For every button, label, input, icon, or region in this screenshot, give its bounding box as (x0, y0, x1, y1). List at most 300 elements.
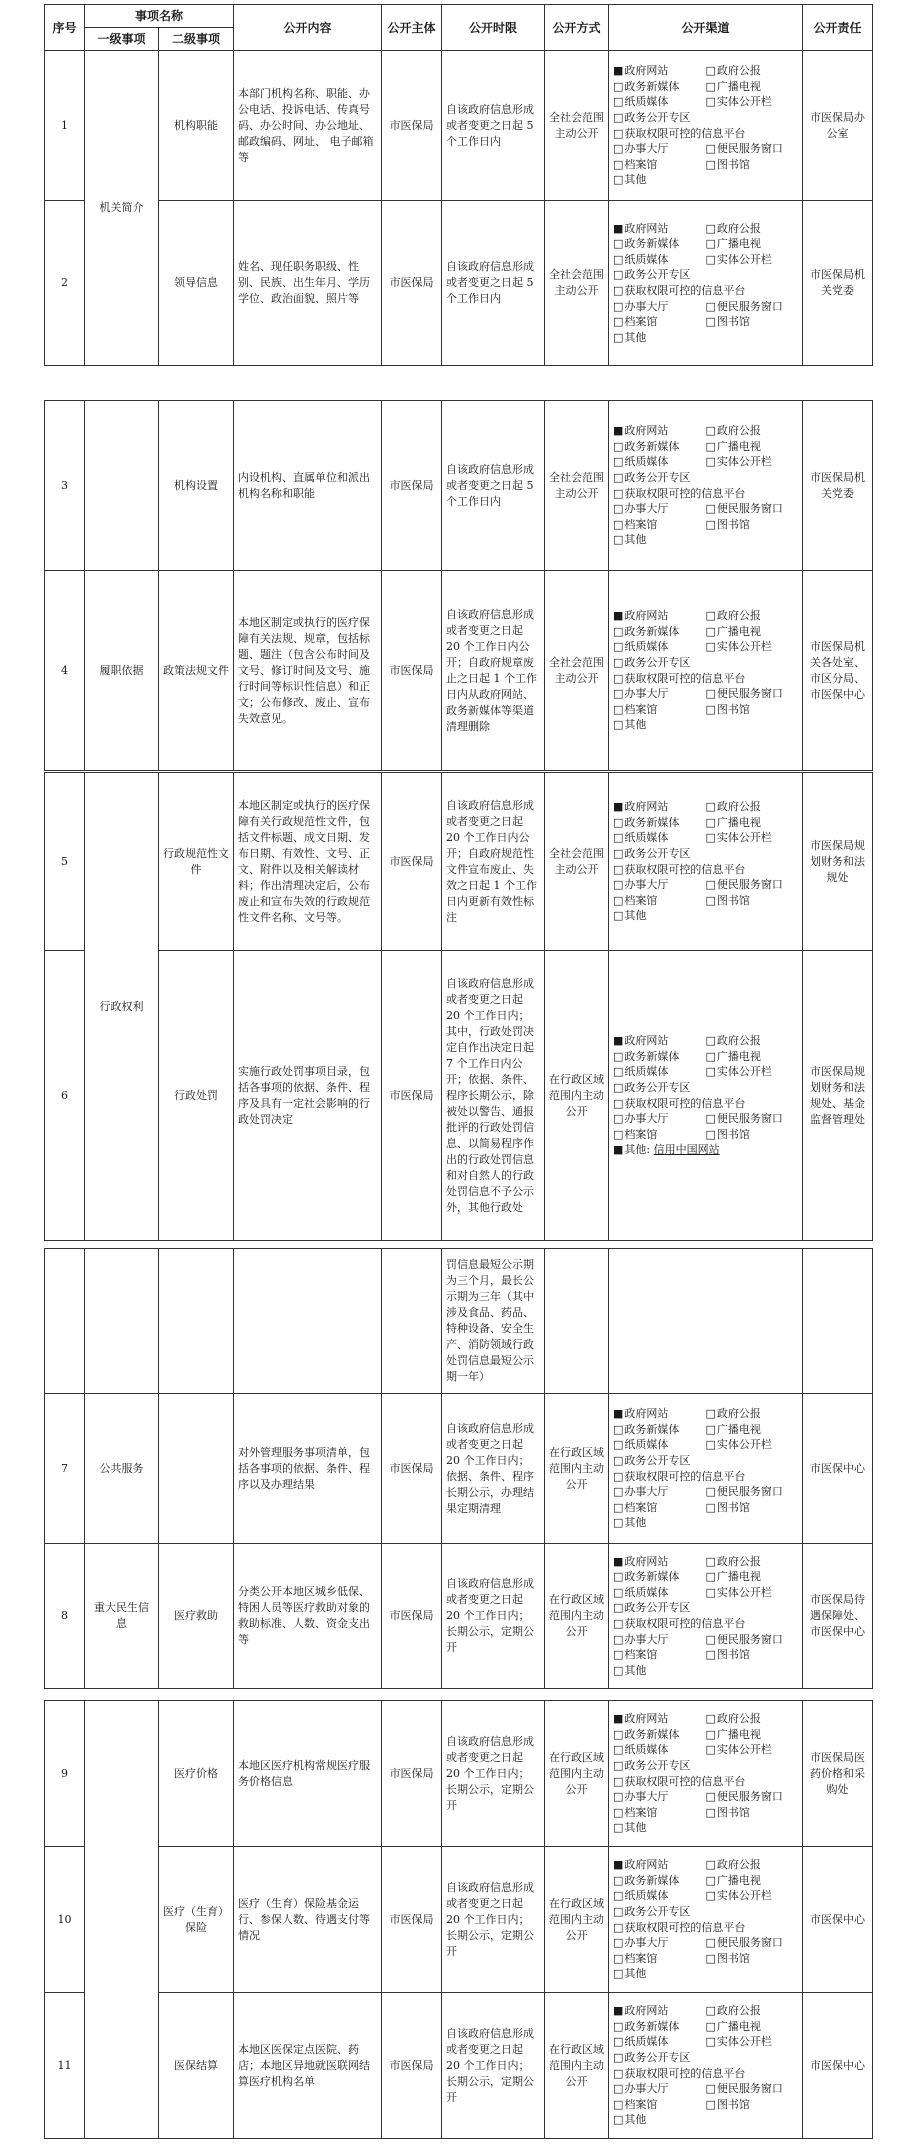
unchecked-box-icon: □ (705, 893, 716, 907)
channel-item: □获取权限可控的信息平台 (613, 671, 746, 685)
channel-item: □政府公报 (705, 1712, 761, 1726)
channel-item: □办事大厅 (613, 1112, 669, 1126)
unchecked-box-icon: □ (613, 893, 624, 907)
channel-item: □其他 (613, 1663, 647, 1677)
channel-item: □图书馆 (705, 517, 750, 531)
cell-time-limit: 自该政府信息形成或者变更之日起 5 个工作日内 (442, 51, 545, 201)
channel-item: □政务公开专区 (613, 1601, 691, 1615)
cell-subject: 市医保局 (382, 1544, 442, 1689)
unchecked-box-icon: □ (613, 671, 624, 685)
channel-item: □广播电视 (705, 2019, 761, 2033)
cell-subject: 市医保局 (382, 773, 442, 951)
cell-method: 在行政区域范围内主动公开 (545, 951, 609, 1241)
channel-item: □政府公报 (705, 221, 761, 235)
credit-china-link[interactable]: 信用中国网站 (653, 1143, 720, 1157)
cell-content: 本地区制定或执行的医疗保障有关行政规范性文件，包括文件标题、成文日期、发布日期、有效性、文号、正文、附件以及相关解读材料；作出清理决定后，公布废止和宣布失效的行政规范性文件名称、文号等。 (234, 773, 382, 951)
unchecked-box-icon: □ (613, 1453, 624, 1467)
unchecked-box-icon: □ (613, 1967, 624, 1981)
unchecked-box-icon: □ (705, 1727, 716, 1741)
cell-responsibility: 市医保局医药价格和采购处 (803, 1701, 873, 1847)
checked-box-icon: ■ (613, 800, 624, 814)
cell-level2: 行政规范性文件 (159, 773, 234, 951)
table-row (45, 1394, 873, 1544)
channel-item: □实体公开栏 (705, 831, 772, 845)
channel-item: □实体公开栏 (705, 2035, 772, 2049)
unchecked-box-icon: □ (613, 640, 624, 654)
cell-subject: 市医保局 (382, 201, 442, 366)
channel-item: □便民服务窗口 (705, 1485, 783, 1499)
unchecked-box-icon: □ (705, 1889, 716, 1903)
unchecked-box-icon: □ (613, 95, 624, 109)
cell-seq: 5 (45, 773, 85, 951)
unchecked-box-icon: □ (705, 1570, 716, 1584)
channel-item: □档案馆 (613, 1648, 658, 1662)
cell-method: 全社会范围主动公开 (545, 773, 609, 951)
unchecked-box-icon: □ (705, 1127, 716, 1141)
cell-subject: 市医保局 (382, 401, 442, 571)
cell-time-limit: 自该政府信息形成或者变更之日起 20 个工作日内；长期公示，定期公开 (442, 1544, 545, 1689)
channel-item: □便民服务窗口 (705, 1112, 783, 1126)
cell-responsibility: 市医保局待遇保障处、市医保中心 (803, 1544, 873, 1689)
cell-subject: 市医保局 (382, 1847, 442, 1993)
cell-level2: 医疗救助 (159, 1544, 234, 1689)
channel-item: □政府公报 (705, 1407, 761, 1421)
cell-method: 在行政区域范围内主动公开 (545, 1847, 609, 1993)
channel-item: □政务公开专区 (613, 2050, 691, 2064)
channel-item: □政府公报 (705, 2004, 761, 2018)
channel-item: ■政府网站 (613, 1034, 669, 1048)
table-row (45, 951, 873, 1241)
unchecked-box-icon: □ (705, 624, 716, 638)
channel-item: ■政府网站 (613, 1858, 669, 1872)
cell-channels (609, 51, 803, 201)
cell-method: 在行政区域范围内主动公开 (545, 1701, 609, 1847)
unchecked-box-icon: □ (613, 2066, 624, 2080)
unchecked-box-icon: □ (705, 1407, 716, 1421)
unchecked-box-icon: □ (705, 2035, 716, 2049)
channel-item: □办事大厅 (613, 502, 669, 516)
unchecked-box-icon: □ (613, 1663, 624, 1677)
checked-box-icon: ■ (613, 221, 624, 235)
channel-item: □其他 (613, 909, 647, 923)
cell-channels (609, 1544, 803, 1689)
unchecked-box-icon: □ (705, 315, 716, 329)
cell-responsibility: 市医保局办公室 (803, 51, 873, 201)
channel-item: □便民服务窗口 (705, 1632, 783, 1646)
table-row (45, 201, 873, 366)
channel-item: □图书馆 (705, 702, 750, 716)
channel-item: □实体公开栏 (705, 252, 772, 266)
channel-item: □获取权限可控的信息平台 (613, 486, 746, 500)
cell-channels (609, 773, 803, 951)
channel-item: □图书馆 (705, 157, 750, 171)
cell-seq: 9 (45, 1701, 85, 1847)
unchecked-box-icon: □ (705, 1712, 716, 1726)
channel-item: □广播电视 (705, 237, 761, 251)
cell-method: 在行政区域范围内主动公开 (545, 1544, 609, 1689)
unchecked-box-icon: □ (613, 315, 624, 329)
unchecked-box-icon: □ (705, 157, 716, 171)
cell-time-limit: 自该政府信息形成或者变更之日起 20 个工作日内；依据、条件、程序长期公示，办理结果定期清理 (442, 1394, 545, 1544)
unchecked-box-icon: □ (705, 609, 716, 623)
unchecked-box-icon: □ (705, 1632, 716, 1646)
cell-time-limit: 自该政府信息形成或者变更之日起 20 个工作日内公开；自政府规章废止之日起 1 个工作日内从政府网站、政务新媒体等渠道清理删除 (442, 571, 545, 771)
unchecked-box-icon: □ (705, 815, 716, 829)
unchecked-box-icon: □ (613, 157, 624, 171)
unchecked-box-icon: □ (705, 517, 716, 531)
header-item-name: 事项名称 (85, 5, 234, 28)
channel-item: □办事大厅 (613, 878, 669, 892)
channel-item: □纸质媒体 (613, 2035, 669, 2049)
channel-item: □办事大厅 (613, 1632, 669, 1646)
channel-item: □实体公开栏 (705, 1585, 772, 1599)
channel-item: □政务公开专区 (613, 1904, 691, 1918)
checked-box-icon: ■ (613, 1858, 624, 1872)
cell-content: 本地区医保定点医院、药店；本地区异地就医联网结算医疗机构名单 (234, 1993, 382, 2139)
checked-box-icon: ■ (613, 64, 624, 78)
cell-level2: 机构职能 (159, 51, 234, 201)
unchecked-box-icon: □ (613, 1617, 624, 1630)
channel-item: □实体公开栏 (705, 1889, 772, 1903)
cell-responsibility: 市医保局机关各处室、市区分局、市医保中心 (803, 571, 873, 771)
channel-item: □纸质媒体 (613, 1743, 669, 1757)
unchecked-box-icon: □ (613, 1570, 624, 1584)
channel-list (613, 221, 798, 346)
disclosure-table (44, 1248, 873, 1689)
unchecked-box-icon: □ (705, 1873, 716, 1887)
channel-item: □政务新媒体 (613, 2019, 680, 2033)
unchecked-box-icon: □ (613, 815, 624, 829)
unchecked-box-icon: □ (613, 1438, 624, 1452)
cell-responsibility: 市医保局机关党委 (803, 401, 873, 571)
unchecked-box-icon: □ (613, 1648, 624, 1662)
unchecked-box-icon: □ (705, 95, 716, 109)
unchecked-box-icon: □ (613, 1873, 624, 1887)
channel-item: □政务公开专区 (613, 110, 691, 124)
cell-responsibility: 市医保中心 (803, 1993, 873, 2139)
cell-level2: 政策法规文件 (159, 571, 234, 771)
unchecked-box-icon: □ (613, 2082, 624, 2096)
header-seq: 序号 (45, 5, 85, 51)
cell-seq: 6 (45, 951, 85, 1241)
channel-item: □便民服务窗口 (705, 878, 783, 892)
cell-seq: 8 (45, 1544, 85, 1689)
channel-item: □档案馆 (613, 702, 658, 716)
channel-item: □纸质媒体 (613, 640, 669, 654)
channel-item: □其他 (613, 2113, 647, 2127)
channel-item: □档案馆 (613, 2097, 658, 2111)
cell-seq: 7 (45, 1394, 85, 1544)
unchecked-box-icon: □ (613, 1127, 624, 1141)
cell-seq: 11 (45, 1993, 85, 2139)
channel-list (613, 2003, 798, 2128)
unchecked-box-icon: □ (613, 439, 624, 453)
channel-item: □广播电视 (705, 1873, 761, 1887)
unchecked-box-icon: □ (705, 424, 716, 438)
channel-item: □政务新媒体 (613, 1570, 680, 1584)
unchecked-box-icon: □ (705, 1805, 716, 1819)
channel-item: ■政府网站 (613, 1712, 669, 1726)
checked-box-icon: ■ (613, 2004, 624, 2018)
cell-seq: 10 (45, 1847, 85, 1993)
channel-item: □获取权限可控的信息平台 (613, 2066, 746, 2080)
unchecked-box-icon: □ (705, 1743, 716, 1757)
cell-seq: 1 (45, 51, 85, 201)
table-row (45, 773, 873, 951)
cell-level1 (85, 1701, 159, 2139)
channel-item: □其他 (613, 718, 647, 732)
disclosure-table (44, 400, 873, 771)
channel-item: □图书馆 (705, 1127, 750, 1141)
channel-item: □政务公开专区 (613, 1080, 691, 1094)
channel-item: □政务公开专区 (613, 1758, 691, 1772)
cell-content: 医疗（生育）保险基金运行、参保人数、待遇支付等情况 (234, 1847, 382, 1993)
unchecked-box-icon: □ (613, 110, 624, 124)
unchecked-box-icon: □ (705, 1585, 716, 1599)
unchecked-box-icon: □ (705, 299, 716, 313)
channel-item: □其他 (613, 1516, 647, 1530)
cell-method: 全社会范围主动公开 (545, 201, 609, 366)
cell-responsibility: 市医保局机关党委 (803, 201, 873, 366)
unchecked-box-icon: □ (613, 1743, 624, 1757)
unchecked-box-icon: □ (613, 1821, 624, 1835)
channel-item: □其他 (613, 173, 647, 187)
channel-item: □纸质媒体 (613, 252, 669, 266)
unchecked-box-icon: □ (705, 64, 716, 78)
cell-subject: 市医保局 (382, 951, 442, 1241)
channel-item: □实体公开栏 (705, 1743, 772, 1757)
channel-item: ■政府网站 (613, 2004, 669, 2018)
channel-item: □图书馆 (705, 1951, 750, 1965)
unchecked-box-icon: □ (705, 1648, 716, 1662)
disclosure-table (44, 772, 873, 1241)
channel-item: ■政府网站 (613, 609, 669, 623)
unchecked-box-icon: □ (705, 878, 716, 892)
unchecked-box-icon: □ (705, 831, 716, 845)
unchecked-box-icon: □ (613, 1422, 624, 1436)
unchecked-box-icon: □ (613, 1485, 624, 1499)
channel-item: □实体公开栏 (705, 1065, 772, 1079)
channel-item: ■政府网站 (613, 221, 669, 235)
unchecked-box-icon: □ (613, 1601, 624, 1615)
cell-responsibility: 市医保中心 (803, 1847, 873, 1993)
channel-item: □政务公开专区 (613, 470, 691, 484)
cell-level1 (85, 401, 159, 571)
channel-list (613, 799, 798, 924)
channel-item: □便民服务窗口 (705, 142, 783, 156)
channel-item: □档案馆 (613, 1951, 658, 1965)
checked-box-icon: ■ (613, 1407, 624, 1421)
channel-item: □政府公报 (705, 609, 761, 623)
unchecked-box-icon: □ (613, 237, 624, 251)
channel-item: ■其他: 信用中国网站 (613, 1143, 720, 1157)
unchecked-box-icon: □ (613, 624, 624, 638)
channel-item: □档案馆 (613, 517, 658, 531)
channel-item: □政府公报 (705, 64, 761, 78)
unchecked-box-icon: □ (613, 687, 624, 701)
channel-item: □便民服务窗口 (705, 1790, 783, 1804)
cell-subject: 市医保局 (382, 1701, 442, 1847)
unchecked-box-icon: □ (705, 252, 716, 266)
channel-item: □政务新媒体 (613, 79, 680, 93)
channel-item: □办事大厅 (613, 2082, 669, 2096)
channel-item: □纸质媒体 (613, 831, 669, 845)
cell-level2 (159, 1394, 234, 1544)
channel-item: □政府公报 (705, 1554, 761, 1568)
channel-list (613, 608, 798, 733)
channel-list (613, 1857, 798, 1982)
unchecked-box-icon: □ (705, 1485, 716, 1499)
disclosure-table (44, 4, 873, 366)
header-content: 公开内容 (234, 5, 382, 51)
channel-item: □政务公开专区 (613, 846, 691, 860)
unchecked-box-icon: □ (705, 1936, 716, 1950)
cell-channels (609, 1701, 803, 1847)
cell-responsibility: 市医保局规划财务和法规处 (803, 773, 873, 951)
channel-item: □便民服务窗口 (705, 299, 783, 313)
unchecked-box-icon: □ (613, 1112, 624, 1126)
cell-method: 全社会范围主动公开 (545, 571, 609, 771)
channel-item: □广播电视 (705, 1422, 761, 1436)
channel-item: □实体公开栏 (705, 455, 772, 469)
unchecked-box-icon: □ (613, 2113, 624, 2127)
channel-item: □政务新媒体 (613, 1049, 680, 1063)
table-section-5 (44, 1700, 872, 2139)
channel-item: □广播电视 (705, 439, 761, 453)
channel-item: □图书馆 (705, 1648, 750, 1662)
channel-item: □纸质媒体 (613, 1585, 669, 1599)
channel-item: □图书馆 (705, 1500, 750, 1514)
channel-list (613, 1554, 798, 1679)
unchecked-box-icon: □ (705, 1034, 716, 1048)
channel-item: □纸质媒体 (613, 1889, 669, 1903)
cell-time-limit: 自该政府信息形成或者变更之日起 20 个工作日内；其中，行政处罚决定自作出决定日起 7 个工作日内公开；依据、条件、程序长期公示，除被处以警告、通报批评的行政处罚信息、以简易程序作出的行政处罚信息和对自然人的行政处罚信息不予公示外，其他行政处 (442, 951, 545, 1241)
unchecked-box-icon: □ (613, 1727, 624, 1741)
cell-responsibility: 市医保中心 (803, 1394, 873, 1544)
table-row (45, 571, 873, 771)
cell-level1: 机关简介 (85, 51, 159, 366)
cell-seq: 4 (45, 571, 85, 771)
channel-item: □政务新媒体 (613, 815, 680, 829)
unchecked-box-icon: □ (705, 1554, 716, 1568)
channel-item: □其他 (613, 1821, 647, 1835)
header-channel: 公开渠道 (609, 5, 803, 51)
unchecked-box-icon: □ (613, 1469, 624, 1483)
channel-item: □档案馆 (613, 1805, 658, 1819)
unchecked-box-icon: □ (613, 533, 624, 547)
checked-box-icon: ■ (613, 1143, 624, 1157)
unchecked-box-icon: □ (613, 470, 624, 484)
channel-item: □档案馆 (613, 315, 658, 329)
table-row (45, 401, 873, 571)
channel-item: □办事大厅 (613, 1485, 669, 1499)
cell-time-limit: 自该政府信息形成或者变更之日起 5 个工作日内 (442, 401, 545, 571)
unchecked-box-icon: □ (705, 2004, 716, 2018)
unchecked-box-icon: □ (705, 1438, 716, 1452)
channel-item: □政务公开专区 (613, 268, 691, 282)
unchecked-box-icon: □ (705, 221, 716, 235)
table-row (45, 1701, 873, 1847)
channel-item: □获取权限可控的信息平台 (613, 1774, 746, 1788)
channel-item: ■政府网站 (613, 1554, 669, 1568)
channel-item: □图书馆 (705, 893, 750, 907)
unchecked-box-icon: □ (613, 1805, 624, 1819)
unchecked-box-icon: □ (613, 1065, 624, 1079)
cell-content: 内设机构、直属单位和派出机构名称和职能 (234, 401, 382, 571)
channel-item: □其他 (613, 533, 647, 547)
table-row (45, 51, 873, 201)
channel-item: □纸质媒体 (613, 1438, 669, 1452)
channel-item: □便民服务窗口 (705, 2082, 783, 2096)
cell-method: 在行政区域范围内主动公开 (545, 1394, 609, 1544)
unchecked-box-icon: □ (705, 687, 716, 701)
header-level2: 二级事项 (159, 28, 234, 51)
channel-item: □档案馆 (613, 1500, 658, 1514)
channel-item: □获取权限可控的信息平台 (613, 1920, 746, 1934)
channel-item: □广播电视 (705, 1570, 761, 1584)
unchecked-box-icon: □ (613, 702, 624, 716)
checked-box-icon: ■ (613, 1712, 624, 1726)
cell-time-limit: 自该政府信息形成或者变更之日起 20 个工作日内；长期公示，定期公开 (442, 1847, 545, 1993)
unchecked-box-icon: □ (705, 455, 716, 469)
channel-item: □广播电视 (705, 815, 761, 829)
cell-content: 对外管理服务事项清单，包括各事项的依据、条件、程序以及办理结果 (234, 1394, 382, 1544)
unchecked-box-icon: □ (705, 2082, 716, 2096)
channel-list (613, 1406, 798, 1531)
unchecked-box-icon: □ (705, 1422, 716, 1436)
channel-item: ■政府网站 (613, 424, 669, 438)
channel-item: □其他 (613, 1967, 647, 1981)
cell-method: 全社会范围主动公开 (545, 401, 609, 571)
unchecked-box-icon: □ (705, 2097, 716, 2111)
channel-item: □办事大厅 (613, 1790, 669, 1804)
unchecked-box-icon: □ (613, 1585, 624, 1599)
unchecked-box-icon: □ (705, 79, 716, 93)
cell-subject: 市医保局 (382, 571, 442, 771)
unchecked-box-icon: □ (705, 1858, 716, 1872)
cell-level2: 医保结算 (159, 1993, 234, 2139)
channel-item: □获取权限可控的信息平台 (613, 862, 746, 876)
channel-item: □档案馆 (613, 893, 658, 907)
header-method: 公开方式 (545, 5, 609, 51)
cell-channels (609, 1993, 803, 2139)
cell-level2: 医疗价格 (159, 1701, 234, 1847)
unchecked-box-icon: □ (613, 1774, 624, 1788)
channel-item: □纸质媒体 (613, 1065, 669, 1079)
unchecked-box-icon: □ (613, 268, 624, 282)
unchecked-box-icon: □ (613, 2019, 624, 2033)
unchecked-box-icon: □ (613, 1936, 624, 1950)
cell-level1: 履职依据 (85, 571, 159, 771)
channel-item: ■政府网站 (613, 800, 669, 814)
cell-channels (609, 571, 803, 771)
unchecked-box-icon: □ (613, 173, 624, 187)
unchecked-box-icon: □ (613, 1790, 624, 1804)
unchecked-box-icon: □ (613, 1516, 624, 1530)
channel-item: □其他 (613, 330, 647, 344)
cell-method: 在行政区域范围内主动公开 (545, 1993, 609, 2139)
channel-item: □政府公报 (705, 424, 761, 438)
channel-item: □获取权限可控的信息平台 (613, 1469, 746, 1483)
unchecked-box-icon: □ (613, 299, 624, 313)
unchecked-box-icon: □ (613, 126, 624, 140)
cell-time-limit: 自该政府信息形成或者变更之日起 5 个工作日内 (442, 201, 545, 366)
cell-channels (609, 1394, 803, 1544)
cell-channels (609, 1847, 803, 1993)
cell-content: 实施行政处罚事项目录，包括各事项的依据、条件、程序及具有一定社会影响的行政处罚决定 (234, 951, 382, 1241)
channel-list (613, 63, 798, 188)
channel-item: □图书馆 (705, 1805, 750, 1819)
